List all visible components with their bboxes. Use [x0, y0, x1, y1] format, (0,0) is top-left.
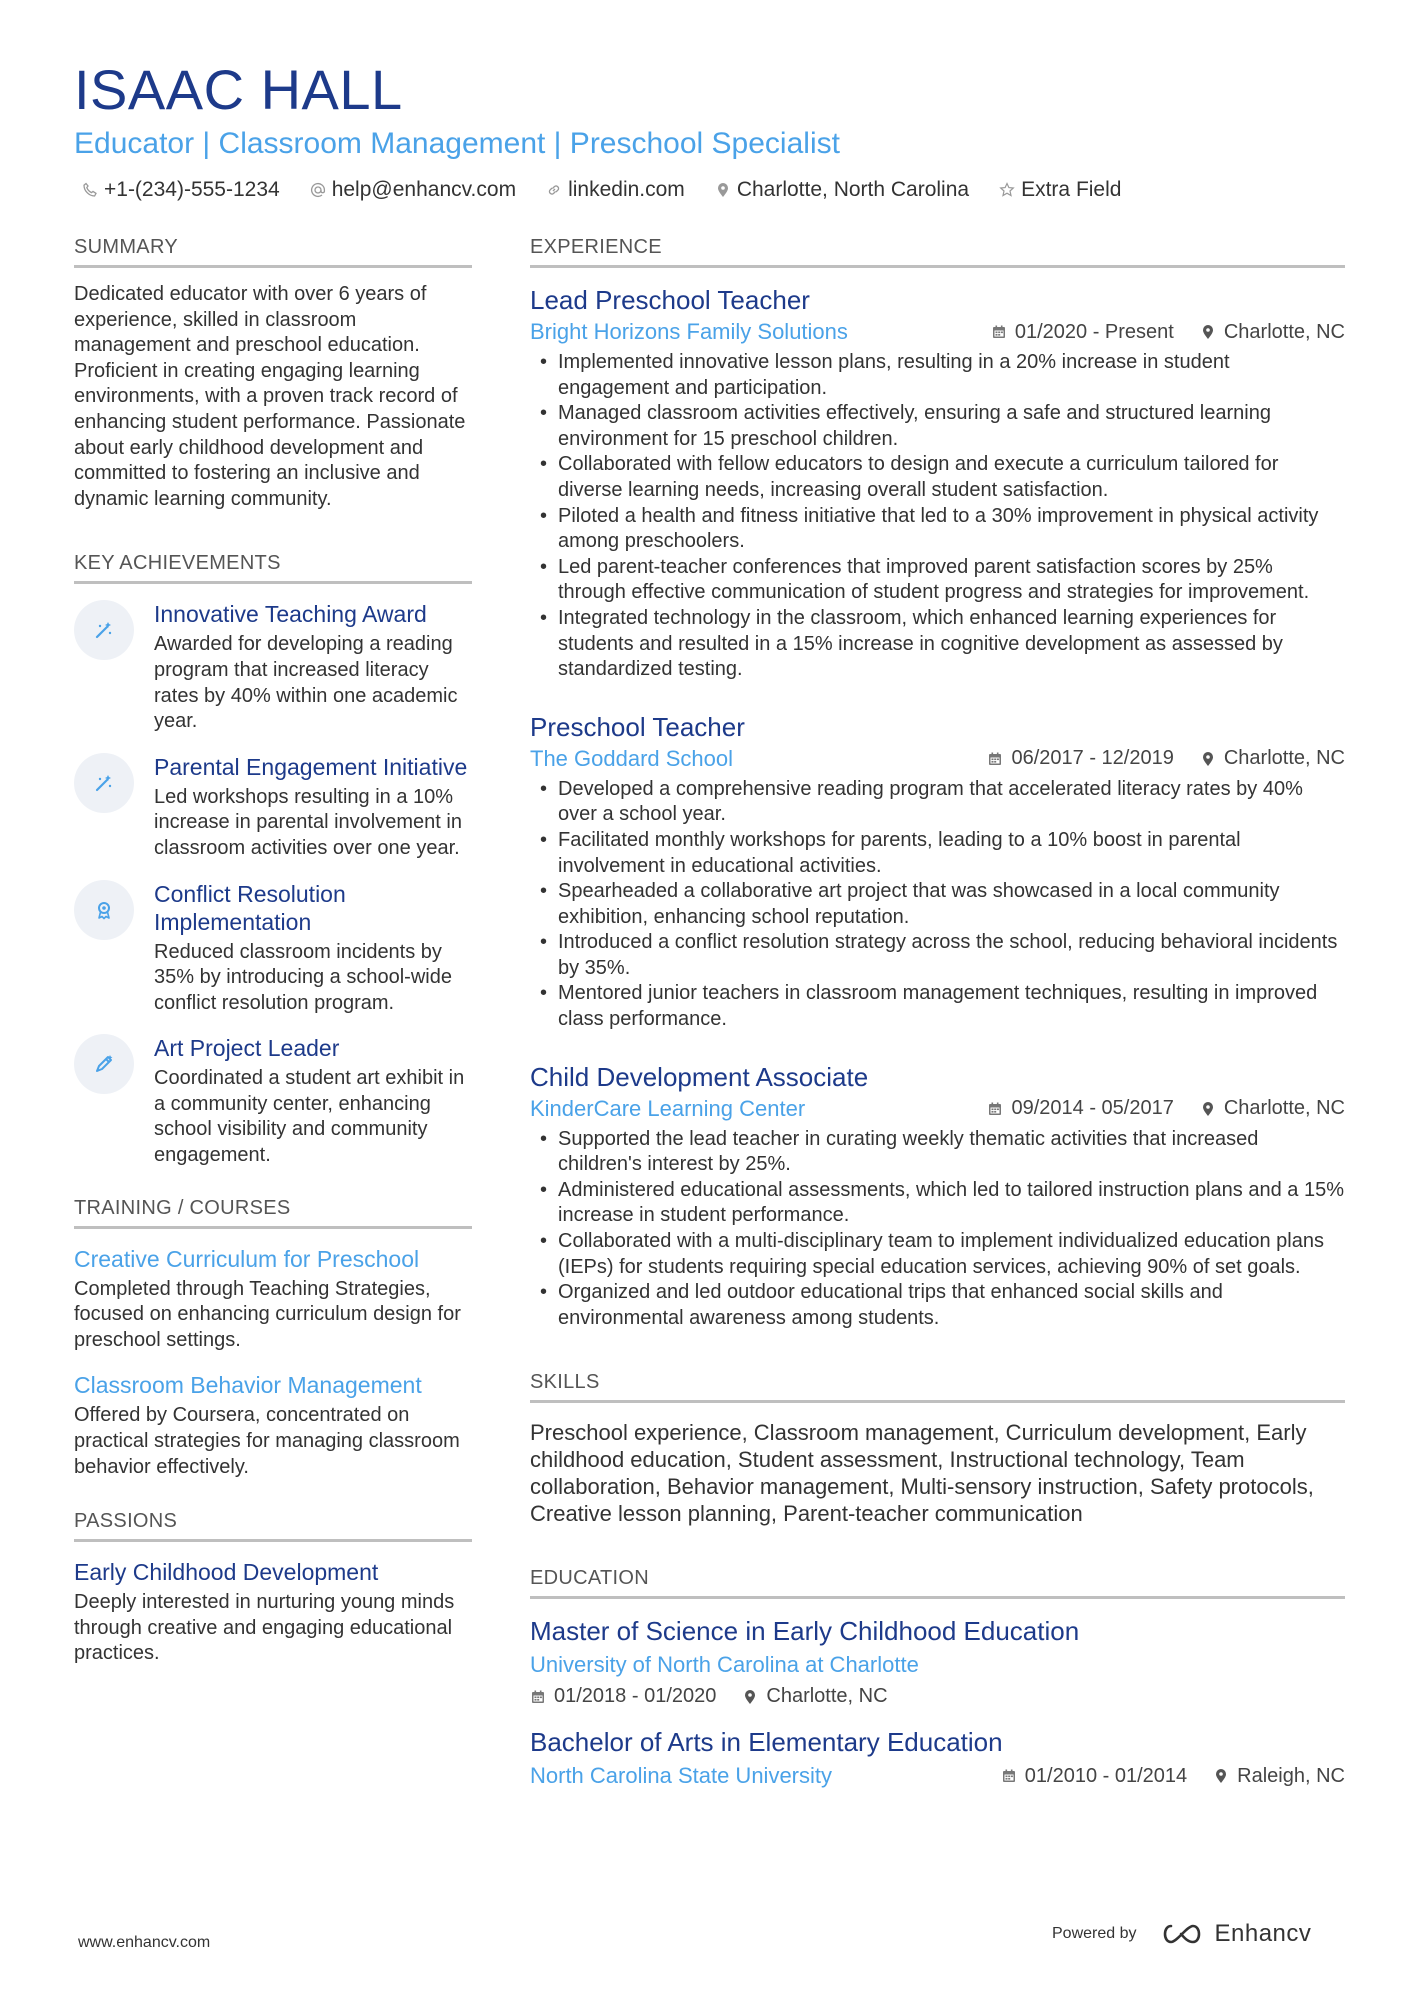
job-entry [530, 711, 1345, 1033]
enhancv-logo-icon [1159, 1922, 1205, 1946]
skills-heading: SKILLS [530, 1371, 1345, 1403]
job-bullet: • Spearheaded a collaborative art project that was showcased in a local community exhibition, enhancing school reputation. [530, 879, 1345, 930]
footer-branding [1052, 1920, 1311, 1948]
job-bullet: • Mentored junior teachers in classroom management techniques, resulting in improved class performance. [530, 981, 1345, 1032]
star-icon [999, 182, 1015, 198]
job-title: Preschool Teacher [530, 711, 745, 742]
phone-icon [82, 182, 98, 198]
school-name: University of North Carolina at Charlotte [530, 1652, 919, 1678]
job-bullet: • Developed a comprehensive reading program that accelerated literacy rates by 40% over a school year. [530, 777, 1345, 828]
contact-extra [999, 178, 1121, 202]
job-title: Child Development Associate [530, 1061, 869, 1092]
job-location: Charlotte, NC [1223, 320, 1345, 343]
job-dates: 09/2014 - 05/2017 [1011, 1097, 1174, 1120]
location-icon [1213, 1768, 1229, 1784]
calendar-icon [987, 751, 1003, 767]
job-bullet: • Implemented innovative lesson plans, resulting in a 20% increase in student engagement and participation. [530, 350, 1345, 401]
candidate-name: ISAAC HALL [74, 58, 403, 121]
course-description: Offered by Coursera, concentrated on practical strategies for managing classroom behavior effectively. [74, 1404, 460, 1478]
education-entry [530, 1615, 1345, 1708]
calendar-icon [991, 324, 1007, 340]
calendar-icon [530, 1689, 546, 1705]
job-bullet: • Supported the lead teacher in curating weekly thematic activities that increased children's interest by 25%. [530, 1127, 1345, 1178]
job-bullet: • Introduced a conflict resolution strategy across the school, reducing behavioral incidents by 35%. [530, 930, 1345, 981]
passion-description: Deeply interested in nurturing young minds through creative and engaging educational practices. [74, 1591, 455, 1665]
achievement-description: Awarded for developing a reading program that increased literacy rates by 40% within one academic year. [154, 633, 458, 733]
education-section [530, 1567, 1345, 1790]
passions-heading: PASSIONS [74, 1510, 472, 1542]
skills-section [530, 1371, 1345, 1527]
location-icon [1200, 751, 1216, 767]
job-dates: 06/2017 - 12/2019 [1011, 747, 1174, 770]
achievements-heading: KEY ACHIEVEMENTS [74, 552, 472, 584]
award-ribbon-icon [74, 880, 134, 940]
achievement-item [74, 880, 472, 1017]
job-title: Lead Preschool Teacher [530, 285, 810, 315]
school-name: North Carolina State University [530, 1763, 833, 1789]
powered-by-label: Powered by [1052, 1925, 1137, 1942]
contact-location-text: Charlotte, North Carolina [736, 178, 970, 201]
contact-email[interactable] [310, 178, 516, 202]
job-location: Charlotte, NC [1223, 747, 1345, 770]
contact-phone-text: +1-(234)-555-1234 [104, 178, 280, 201]
calendar-icon [987, 1101, 1003, 1117]
passions-section [74, 1510, 472, 1667]
candidate-headline: Educator | Classroom Management | Preschool Specialist [74, 127, 840, 160]
course-title: Creative Curriculum for Preschool [74, 1245, 420, 1272]
skills-text: Preschool experience, Classroom management, Curriculum development, Early childhood education, Student assessment, Instructional technology, Team collaboration, Behavior management, Multi-sensory instruction, Safety protocols, Creative lesson planning, Parent-teacher communication [530, 1420, 1314, 1527]
location-icon [1200, 324, 1216, 340]
achievement-description: Reduced classroom incidents by 35% by introducing a school-wide conflict resolution program. [154, 940, 452, 1014]
contact-extra-text: Extra Field [1021, 178, 1122, 201]
contact-linkedin-text: linkedin.com [568, 178, 685, 201]
job-entry [530, 1061, 1345, 1332]
footer-website[interactable]: www.enhancv.com [78, 1934, 211, 1951]
education-dates: 01/2010 - 01/2014 [1024, 1764, 1188, 1787]
education-entry [530, 1726, 1345, 1790]
achievement-title: Conflict Resolution Implementation [154, 880, 346, 935]
job-bullet: • Piloted a health and fitness initiative that led to a 30% improvement in physical activity among preschoolers. [530, 504, 1345, 555]
degree-title: Master of Science in Early Childhood Education [530, 1616, 1080, 1647]
course-title: Classroom Behavior Management [74, 1372, 422, 1399]
job-bullets [530, 1127, 1345, 1332]
summary-text: Dedicated educator with over 6 years of experience, skilled in classroom management and preschool education. Proficient in creating engaging learning environments, with a proven track record of enhancing student performance. Passionate about early childhood development and committed to fostering an inclusive and dynamic learning community. [74, 283, 466, 510]
magic-wand-icon [74, 753, 134, 813]
passion-title: Early Childhood Development [74, 1559, 379, 1586]
training-heading: TRAINING / COURSES [74, 1197, 472, 1229]
contact-bar [82, 178, 1121, 202]
link-icon [546, 182, 562, 198]
summary-section [74, 236, 472, 512]
experience-heading: EXPERIENCE [530, 236, 1345, 268]
magic-wand-icon [74, 600, 134, 660]
job-entry [530, 284, 1345, 683]
enhancv-logo-text: Enhancv [1214, 1920, 1312, 1947]
achievement-item [74, 1034, 472, 1168]
job-bullet: • Organized and led outdoor educational trips that enhanced social skills and environmental awareness among students. [530, 1280, 1345, 1331]
enhancv-logo[interactable] [1159, 1920, 1312, 1948]
achievement-description: Coordinated a student art exhibit in a community center, enhancing school visibility and community engagement. [154, 1067, 465, 1167]
education-location: Raleigh, NC [1237, 1764, 1345, 1787]
job-bullet: • Managed classroom activities effectively, ensuring a safe and structured learning environment for 15 preschool children. [530, 401, 1345, 452]
achievement-title: Innovative Teaching Award [154, 601, 427, 628]
achievement-item [74, 600, 472, 734]
degree-title: Bachelor of Arts in Elementary Education [530, 1727, 1003, 1758]
right-column [530, 236, 1345, 1804]
at-icon [310, 182, 326, 198]
calendar-icon [1001, 1768, 1017, 1784]
education-dates: 01/2018 - 01/2020 [554, 1685, 717, 1708]
experience-section [530, 236, 1345, 1331]
achievement-title: Art Project Leader [154, 1035, 340, 1062]
achievement-description: Led workshops resulting in a 10% increase in parental involvement in classroom activities over one year. [154, 785, 462, 859]
contact-linkedin[interactable] [546, 178, 685, 202]
job-location: Charlotte, NC [1223, 1097, 1345, 1120]
education-location: Charlotte, NC [766, 1685, 888, 1708]
job-bullets [530, 350, 1345, 683]
contact-location [715, 178, 969, 202]
job-bullet: • Collaborated with fellow educators to design and execute a curriculum tailored for diverse learning needs, increasing overall student satisfaction. [530, 452, 1345, 503]
location-icon [742, 1689, 758, 1705]
left-column [74, 236, 472, 1667]
company-name: KinderCare Learning Center [530, 1095, 806, 1121]
job-dates: 01/2020 - Present [1014, 320, 1174, 343]
job-bullets [530, 777, 1345, 1033]
company-name: Bright Horizons Family Solutions [530, 319, 848, 344]
education-heading: EDUCATION [530, 1567, 1345, 1599]
contact-email-text: help@enhancv.com [331, 178, 517, 201]
company-name: The Goddard School [530, 745, 734, 771]
course-description: Completed through Teaching Strategies, focused on enhancing curriculum design for preschool settings. [74, 1277, 461, 1351]
job-bullet: • Collaborated with a multi-disciplinary team to implement individualized education plans (IEPs) for students requiring special education services, achieving 90% of set goals. [530, 1229, 1345, 1280]
summary-heading: SUMMARY [74, 236, 472, 268]
job-bullet: • Led parent-teacher conferences that improved parent satisfaction scores by 25% through effective communication of student progress and strategies for improvement. [530, 555, 1345, 606]
achievement-item [74, 753, 472, 862]
achievements-section [74, 552, 472, 1168]
location-icon [1200, 1101, 1216, 1117]
job-bullet: • Administered educational assessments, which led to tailored instruction plans and a 15% increase in student performance. [530, 1178, 1345, 1229]
achievement-title: Parental Engagement Initiative [154, 753, 468, 780]
job-bullet: • Integrated technology in the classroom, which enhanced learning experiences for students and resulted in a 15% increase in cognitive development as assessed by standardized testing. [530, 606, 1345, 683]
training-section [74, 1197, 472, 1481]
location-icon [715, 182, 731, 198]
job-bullet: • Facilitated monthly workshops for parents, leading to a 10% boost in parental involvement in educational activities. [530, 828, 1345, 879]
contact-phone[interactable] [82, 178, 280, 202]
pen-icon [74, 1034, 134, 1094]
